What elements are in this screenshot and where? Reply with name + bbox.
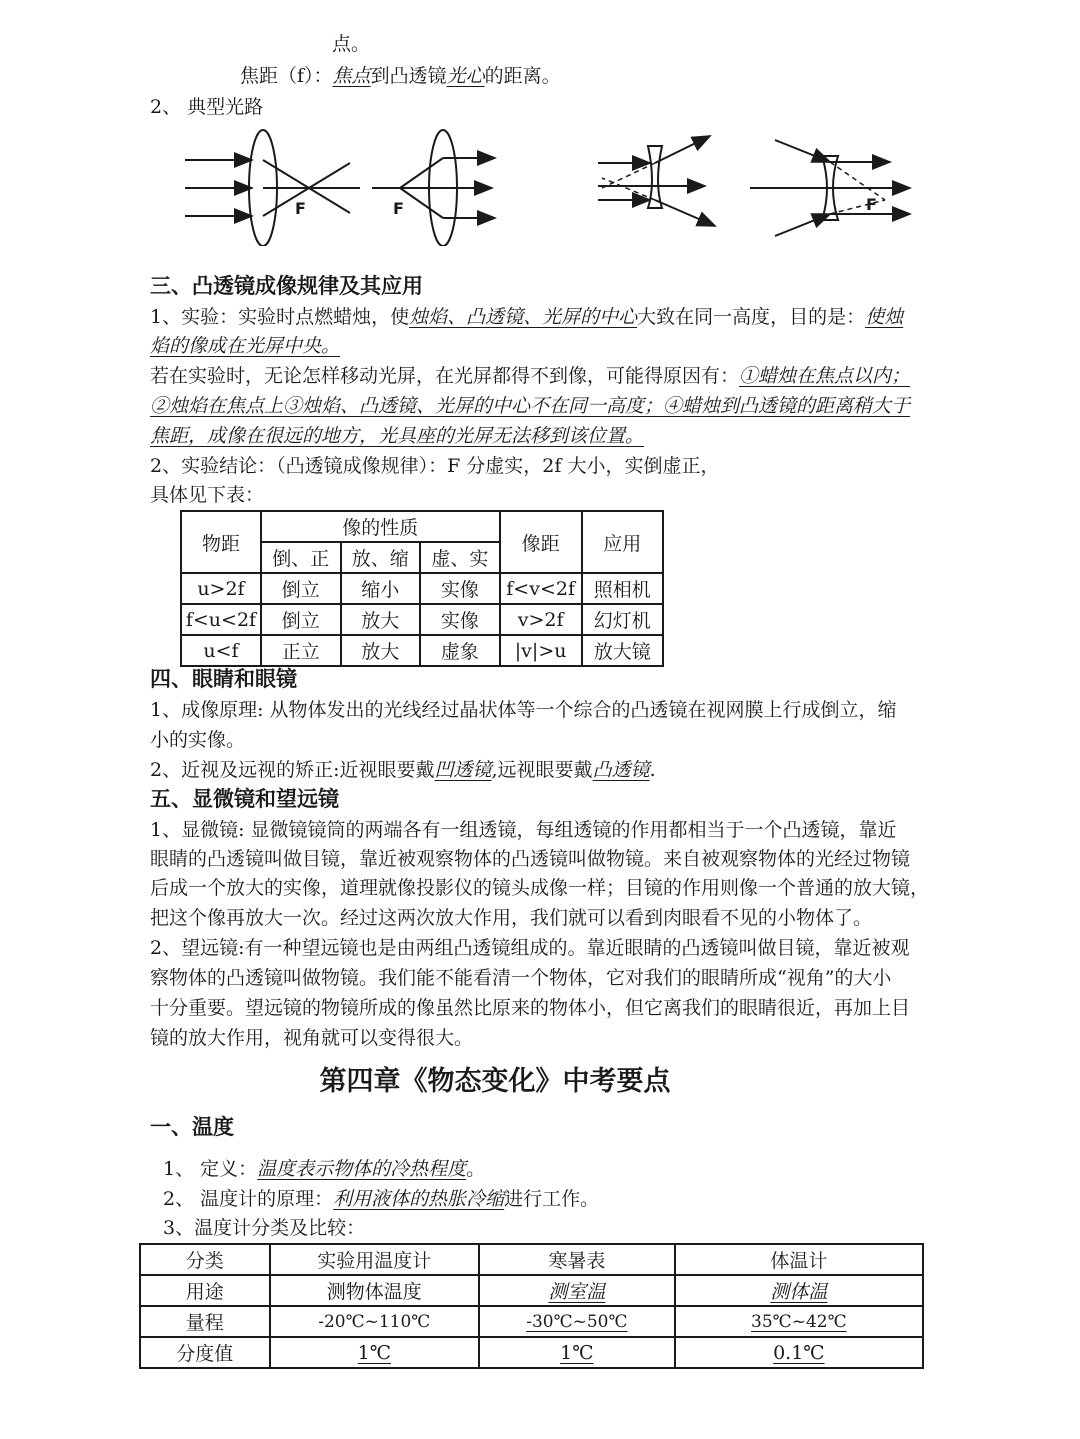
table-cell: 实像 <box>420 573 500 604</box>
table-cell: -20℃~110℃ <box>270 1306 480 1337</box>
table-row <box>181 604 663 635</box>
subheader: 放、缩 <box>341 542 421 573</box>
text: . <box>649 759 656 781</box>
sec5-line: 镜的放大作用，视角就可以变得很大。 <box>150 1027 474 1049</box>
sec5-line: 2、望远镜:有一种望远镜也是由两组凸透镜组成的。靠近眼睛的凸透镜叫做目镜，靠近被观 <box>150 937 910 959</box>
sec3-para2-line2 <box>150 392 910 420</box>
underlined-text: 凸透镜 <box>592 759 650 781</box>
convex-lens-collimating-diagram <box>372 130 495 246</box>
subheader: 虚、实 <box>420 542 500 573</box>
focal-def-text: 到凸透镜 <box>370 65 447 87</box>
table-cell: 放大镜 <box>582 635 663 666</box>
table-row <box>140 1306 923 1337</box>
table-cell <box>675 1306 923 1337</box>
sec3-conclusion: 2、实验结论：（凸透镜成像规律）：F 分虚实，2f 大小，实倒虚正， <box>150 455 720 477</box>
focal-label: 焦距（f）： <box>240 65 333 87</box>
table-cell: 照相机 <box>582 573 663 604</box>
table-cell: u<f <box>181 635 261 666</box>
table-cell: 放大 <box>341 604 421 635</box>
table-cell <box>479 1306 675 1337</box>
underlined-text: 利用液体的热胀冷缩 <box>333 1188 505 1210</box>
underlined-text: 0.1℃ <box>773 1341 825 1364</box>
table-cell: 分度值 <box>140 1337 270 1368</box>
sec3-para2-line3 <box>150 422 644 450</box>
concave-lens-parallel-diagram <box>750 140 910 236</box>
table-cell: 实验用温度计 <box>270 1244 480 1275</box>
sec4-para1-line2: 小的实像。 <box>150 729 246 751</box>
table-cell <box>270 1337 480 1368</box>
imaging-rules-table <box>180 510 664 667</box>
sec5-line: 眼睛的凸透镜叫做目镜，靠近被观察物体的凸透镜叫做物镜。来自被观察物体的光经过物镜 <box>150 848 911 870</box>
table-cell: 量程 <box>140 1306 270 1337</box>
text: 若在实验时，无论怎样移动光屏，在光屏都得不到像，可能得原因有： <box>150 365 740 387</box>
underlined-text: 使烛 <box>865 306 904 328</box>
section-5-title: 五、显微镜和望远镜 <box>150 787 339 811</box>
table-cell: f<v<2f <box>500 573 582 604</box>
table-row <box>181 573 663 604</box>
table-cell: 分类 <box>140 1244 270 1275</box>
sec3-para1-line2 <box>150 332 340 360</box>
table-row <box>140 1275 923 1306</box>
table-row <box>140 1337 923 1368</box>
text: 大致在同一高度，目的是： <box>637 306 866 328</box>
table-cell: 用途 <box>140 1275 270 1306</box>
underlined-text: ②烛焰在焦点上③烛焰、凸透镜、光屏的中心不在同一高度；④蜡烛到凸透镜的距离稍大于 <box>150 395 911 417</box>
header-application: 应用 <box>582 511 663 573</box>
focus-label-3: F <box>866 195 877 214</box>
table-cell <box>675 1275 923 1306</box>
table-cell: 体温计 <box>675 1244 923 1275</box>
focus-label-2: F <box>393 199 404 218</box>
text: 1、实验：实验时点燃蜡烛，使 <box>150 306 410 328</box>
focal-term-focus: 焦点 <box>332 65 371 87</box>
underlined-text: 焰的像成在光屏中央。 <box>150 335 341 357</box>
sec3-para1-line1 <box>150 303 903 331</box>
underlined-text: 温度表示物体的冷热程度 <box>257 1158 467 1180</box>
subheader: 倒、正 <box>261 542 341 573</box>
underlined-text: ①蜡烛在焦点以内； <box>739 365 911 387</box>
table-cell <box>479 1275 675 1306</box>
table-cell: 测物体温度 <box>270 1275 480 1306</box>
sec5-line: 察物体的凸透镜叫做物镜。我们能不能看清一个物体，它对我们的眼睛所成“视角”的大小 <box>150 967 892 989</box>
sec3-see-table: 具体见下表： <box>150 484 265 506</box>
table-row <box>140 1244 923 1275</box>
focus-label-1: F <box>295 199 306 218</box>
underlined-text: 测体温 <box>770 1281 828 1303</box>
thermometer-principle <box>163 1185 599 1213</box>
text: 。 <box>466 1158 486 1180</box>
table-cell <box>479 1337 675 1368</box>
light-path-diagrams <box>150 128 940 246</box>
underlined-text: 焦距，成像在很远的地方，光具座的光屏无法移到该位置。 <box>150 425 645 447</box>
underlined-text: 35℃~42℃ <box>751 1311 847 1332</box>
underlined-text: 1℃ <box>357 1341 391 1364</box>
sec5-line: 1、显微镜: 显微镜镜筒的两端各有一组透镜，每组透镜的作用都相当于一个凸透镜，靠近 <box>150 819 897 841</box>
text: 2、近视及远视的矫正:近视眼要戴 <box>150 759 435 781</box>
focal-length-definition <box>240 62 561 90</box>
thermometer-comparison-table <box>139 1243 924 1369</box>
underlined-text: 1℃ <box>560 1341 594 1364</box>
chapter-4-title: 第四章《物态变化》中考要点 <box>319 1066 671 1097</box>
table-cell: v>2f <box>500 604 582 635</box>
text: 1、 定义： <box>163 1158 258 1180</box>
table-cell: 倒立 <box>261 573 341 604</box>
table-cell: 寒暑表 <box>479 1244 675 1275</box>
underlined-text: 烛焰、凸透镜、光屏的中心 <box>409 306 638 328</box>
table-cell: |v|>u <box>500 635 582 666</box>
temperature-definition <box>163 1155 485 1183</box>
underlined-text: 凹透镜 <box>434 759 492 781</box>
table-cell: 实像 <box>420 604 500 635</box>
sec4-para1-line1: 1、成像原理: 从物体发出的光线经过晶状体等一个综合的凸透镜在视网膜上行成倒立，缩 <box>150 699 897 721</box>
table-cell: 倒立 <box>261 604 341 635</box>
table-row <box>181 635 663 666</box>
header-image-distance: 像距 <box>500 511 582 573</box>
sec4-para2 <box>150 756 656 784</box>
table-cell: 正立 <box>261 635 341 666</box>
convex-lens-converging-diagram <box>185 130 360 246</box>
continued-text: 点。 <box>332 33 371 55</box>
temperature-section-title: 一、温度 <box>150 1115 234 1139</box>
table-cell: 缩小 <box>341 573 421 604</box>
focal-term-optical-center: 光心 <box>446 65 485 87</box>
thermometer-comparison-heading: 3、温度计分类及比较： <box>163 1217 366 1239</box>
table-cell <box>675 1337 923 1368</box>
underlined-text: 测室温 <box>548 1281 606 1303</box>
header-object-distance: 物距 <box>181 511 261 573</box>
sec5-line: 十分重要。望远镜的物镜所成的像虽然比原来的物体小，但它离我们的眼睛很近，再加上目 <box>150 997 911 1019</box>
table-cell: 幻灯机 <box>582 604 663 635</box>
header-image-nature: 像的性质 <box>261 511 500 542</box>
table-cell: f<u<2f <box>181 604 261 635</box>
table-cell: 放大 <box>341 635 421 666</box>
section-4-title: 四、眼睛和眼镜 <box>150 667 297 691</box>
concave-lens-diverging-diagram <box>598 136 715 226</box>
typical-light-path-heading: 2、 典型光路 <box>150 96 264 118</box>
focal-def-end: 的距离。 <box>484 65 561 87</box>
underlined-text: -30℃~50℃ <box>526 1311 628 1332</box>
sec5-line: 后成一个放大的实像，道理就像投影仪的镜头成像一样；目镜的作用则像一个普通的放大镜， <box>150 877 930 899</box>
sec5-line: 把这个像再放大一次。经过这两次放大作用，我们就可以看到肉眼看不见的小物体了。 <box>150 907 873 929</box>
table-cell: u>2f <box>181 573 261 604</box>
text: 进行工作。 <box>504 1188 600 1210</box>
text: ,远视眼要戴 <box>491 759 593 781</box>
text: 2、 温度计的原理： <box>163 1188 334 1210</box>
table-cell: 虚象 <box>420 635 500 666</box>
section-3-title: 三、凸透镜成像规律及其应用 <box>150 274 423 298</box>
sec3-para2-line1 <box>150 362 910 390</box>
